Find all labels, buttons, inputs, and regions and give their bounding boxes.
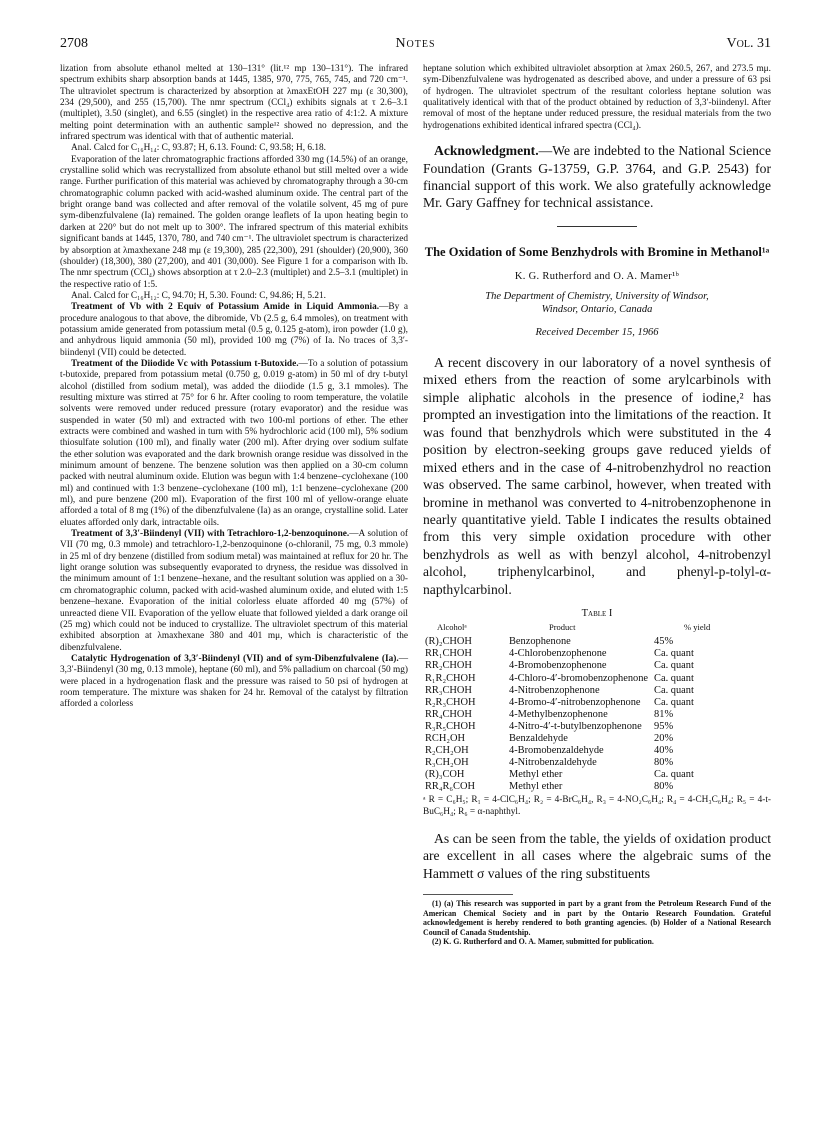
affiliation	[423, 290, 771, 316]
acknowledgment-heading: Acknowledgment.	[434, 143, 539, 159]
alcohol-cell: R₂CH₂OH	[425, 745, 469, 757]
column-header: % yield	[684, 622, 711, 633]
yield-cell: Ca. quant	[654, 696, 694, 708]
footnote: (1) (a) This research was supported in part by a grant from the Petroleum Research Fund of the American Chemical Society and in part by the Ontario Research Foundation. Grateful acknowledgement is hereby rendered to both granting agencies. (b) Holder of a National Research Council of Canada Studentship.	[423, 899, 771, 937]
section-heading: Treatment of the Diiodide Vc with Potassium t-Butoxide.	[71, 358, 299, 369]
yield-cell: 80%	[654, 781, 674, 793]
procedure-section	[60, 302, 408, 359]
table-row	[425, 781, 710, 793]
table-header-row	[425, 622, 710, 636]
results-table	[425, 622, 710, 793]
acknowledgment-body: —We are indebted to the National Science Foundation (Grants G-13759, G.P. 3764, and G.P. 2543) for financial support of this work. We also gratefully acknowledge Mr. Gary Gaffney for technical assistance.	[423, 143, 771, 211]
product-cell: Benzaldehyde	[509, 732, 568, 744]
alcohol-cell: RR₁CHOH	[425, 648, 472, 660]
right-column	[423, 64, 771, 946]
section-heading: Treatment of 3,3′-Biindenyl (VII) with Tetrachloro-1,2-benzoquinone.	[71, 529, 350, 540]
received-date: Received December 15, 1966	[535, 326, 659, 338]
acknowledgment	[423, 142, 771, 212]
footnote: (2) K. G. Rutherford and O. A. Mamer, submitted for publication.	[432, 937, 654, 947]
alcohol-cell: (R)₃COH	[425, 769, 465, 781]
yield-cell: Ca. quant	[654, 684, 694, 696]
table-caption: Table I	[581, 608, 613, 620]
table-row	[425, 721, 710, 733]
alcohol-cell: (R)₂CHOH	[425, 636, 472, 648]
intro-paragraph: A recent discovery in our laboratory of a novel synthesis of mixed ethers from the reaction of some arylcarbinols with simple aliphatic alcohols in the presence of iodine,² has prompted an investigation into the limitations of the reaction. It was found that benzhydrols which were substituted in the 4 position by electron-seeking groups gave reduced yields of mixed ethers and in the case of 4-nitrobenzhydrol no reaction was observed. The same carbinol, however, when treated with bromine in methanol was converted to 4-nitrobenzophenone in nearly quantitative yield. Table I indicates the results obtained from this very simple oxidation procedure with other benzhydrols as well as with benzyl alcohol, 4-nitrobenzyl alcohol, triphenylcarbinol, and phenyl-p-tolyl-α-napthylcarbinol.	[423, 354, 771, 597]
yield-cell: 81%	[654, 708, 674, 720]
product-cell: Methyl ether	[509, 781, 563, 793]
alcohol-cell: R₃R₅CHOH	[425, 720, 476, 732]
table-row	[425, 757, 710, 769]
product-cell: 4-Nitrobenzaldehyde	[509, 757, 597, 769]
left-column	[60, 64, 408, 711]
table-row	[425, 685, 710, 697]
yield-cell: 80%	[654, 757, 674, 769]
footnotes	[423, 899, 771, 946]
yield-cell: Ca. quant	[654, 648, 694, 660]
page-number: 2708	[60, 36, 88, 51]
product-cell: 4-Methylbenzophenone	[509, 708, 608, 720]
yield-cell: 95%	[654, 720, 674, 732]
running-header	[60, 36, 771, 54]
analysis-paragraph: Anal. Calcd for C₁₆H₁₂: C, 94.70; H, 5.30. Found: C, 94.86; H, 5.21.	[71, 290, 326, 301]
alcohol-cell: RR₄CHOH	[425, 708, 472, 720]
section-body: —By a procedure analogous to that above, the dibromide, Vb (2.5 g, 6.4 mmoles), on treatment with potassium amide generated from potassium metal (0.5 g, 0.125 g-atom), iron powder (1.0 g), and anhydrous liquid ammonia (50 ml), provided 100 mg (7%) of Ia. No traces of 3,3′-biindenyl (VII) could be detected.	[60, 302, 408, 358]
alcohol-cell: R₃CH₂OH	[425, 757, 469, 769]
table-row	[425, 733, 710, 745]
product-cell: 4-Bromo-4′-nitrobenzophenone	[509, 696, 641, 708]
alcohol-cell: RR₂CHOH	[425, 660, 472, 672]
volume-label: Vol. 31	[726, 36, 771, 51]
column-header: Product	[549, 622, 576, 633]
product-cell: 4-Bromobenzaldehyde	[509, 745, 604, 757]
product-cell: 4-Nitrobenzophenone	[509, 684, 600, 696]
alcohol-cell: RCH₂OH	[425, 732, 465, 744]
table-footnote: ᵃ R = C₆H₅; R₁ = 4-ClC₆H₄; R₂ = 4-BrC₆H₄, R₃ = 4-NO₂C₆H₄; R₄ = 4-CH₃C₆H₄; R₅ = 4-t-BuC₆H₄; R₆ = α-naphthyl.	[423, 795, 771, 817]
product-cell: Benzophenone	[509, 636, 571, 648]
paragraph: heptane solution which exhibited ultraviolet absorption at λmax 260.5, 267, and 273.5 mμ. sym-Dibenzfulvalene was hydrogenated as described above, and under a pressure of 63 psi of hydrogen. The ultraviolet spectrum of the resultant colorless heptane solution was qualitatively identical with that of the product obtained by reduction of 3,3′-biindenyl. After removal of most of the heptane under reduced pressure, the residual materials from the two hydrogenations exhibited identical infrared spectra (CCl₄).	[423, 64, 771, 131]
table-row	[425, 660, 710, 672]
table-row	[425, 648, 710, 660]
column-header: Alcoholᵃ	[437, 622, 467, 633]
table-row	[425, 709, 710, 721]
section-body: —A solution of VII (70 mg, 0.3 mmole) and tetrachloro-1,2-benzoquinone (o-chloranil, 75 mg, 0.3 mmole) in 25 ml of dry benzene (distilled from sodium metal) was maintained at reflux for 20 hr. The light orange solution was subsequently evaporated to dryness, the residue was dissolved in the minimum amount of 1:1 benzene–hexane, and the resultant solution was applied on a 30-cm chromatographic column, packed with acid-washed aluminum oxide, and eluted with 1:5 benzene–hexane. Evaporation of the initial colorless eluate afforded 40 mg (57%) of unreacted diene VII. Evaporation of the yellow eluate that followed yielded a dark orange oil (25 mg) which could not be induced to crystallize. The ultraviolet spectrum of this material exhibited absorption at λmaxhexane 380 and 401 mμ, which is characteristic of the dibenzfulvalene.	[60, 529, 408, 653]
product-cell: Methyl ether	[509, 769, 563, 781]
affiliation-line: The Department of Chemistry, University of Windsor,	[485, 290, 709, 302]
table-row	[425, 636, 710, 648]
section-body: —3,3′-Biindenyl (30 mg, 0.13 mmole), heptane (60 ml), and 5% palladium on charcoal (50 mg) were placed in a hydrogenation flask and the pressure was raised to 50 psi of hydrogen at room temperature. The mixture was shaken for 24 hr. Removal of the catalyst by filtration afforded a colorless	[60, 653, 408, 710]
product-cell: 4-Nitro-4′-t-butylbenzophenone	[509, 720, 642, 732]
alcohol-cell: RR₄R₆COH	[425, 781, 475, 793]
alcohol-cell: R₂R₃CHOH	[425, 696, 476, 708]
yield-cell: Ca. quant	[654, 769, 694, 781]
paragraph: As can be seen from the table, the yields of oxidation product are excellent in all cases where the algebraic sums of the Hammett σ values of the ring substituents	[423, 831, 771, 881]
affiliation-line: Windsor, Ontario, Canada	[541, 303, 653, 315]
alcohol-cell: RR₃CHOH	[425, 684, 472, 696]
yield-cell: Ca. quant	[654, 660, 694, 672]
analysis-paragraph: Anal. Calcd for C₁₆H₁₄: C, 93.87; H, 6.13. Found: C, 93.58; H, 6.18.	[71, 143, 326, 154]
paragraph: Evaporation of the later chromatographic fractions afforded 330 mg (14.5%) of an orange, crystalline solid which was recrystallized from absolute ethanol but still melted over a wide range. Further purification of this material was achieved by chromatography through a 30-cm chromatographic column packed with acid-washed aluminum oxide. The central part of the bright orange band was collected and after removal of the volatile solvent, 45 mg of pure sym-dibenzfulvalene (Ia) remained. The golden orange leaflets of Ia upon heating begin to darken at 220° but do not melt up to 300°. The infrared spectrum of this material exhibits significant bands at 1445, 1370, 780, and 740 cm⁻¹. The ultraviolet spectrum is characterized by absorption at λmaxhexane 248 mμ (ε 19,300), 285 (22,300), 291 (shoulder) (20,900), 360 (shoulder) (18,300), 380 (27,200), and 401 (30,000). See Figure 1 for a comparison with Ib. The nmr spectrum (CCl₄) shows absorption at τ 2.0–2.3 (multiplet) and 2.5–3.1 (multiplet) in the respective ratio of 1:5.	[60, 154, 408, 290]
yield-cell: Ca. quant	[654, 672, 694, 684]
procedure-section	[60, 359, 408, 529]
yield-cell: 45%	[654, 636, 674, 648]
section-heading: Treatment of Vb with 2 Equiv of Potassium Amide in Liquid Ammonia.	[71, 302, 380, 313]
article-authors: K. G. Rutherford and O. A. Mamer¹ᵇ	[514, 270, 680, 282]
procedure-section	[60, 529, 408, 654]
section-body: —To a solution of potassium t-butoxide, prepared from potassium metal (0.750 g, 0.019 g-atom) in 50 ml of dry t-butyl alcohol (distilled from sodium metal), was added the diiodide (1.5 g, 3.1 mmoles). The resulting mixture was stirred at 75° for 6 hr. After cooling to room temperature, the volatile solvents were removed under reduced pressure (rotary evaporator) and the residue was suspended in water (50 ml) and extracted with two 100-ml portions of ether. The ether extracts were combined and washed in turn with 5% hydrochloric acid (100 ml), 5% sodium thiosulfate solution (100 ml), and finally water (200 ml). After drying over sodium sulfate the ether solution was evaporated and the dark brownish orange residue was dissolved in the minimum amount of benzene. The benzene solution was then applied on a 30-cm column packed with neutral aluminum oxide. Elution was begun with 1:4 benzene–cyclohexane (100 ml) and continued with 1:3 benzene–cyclohexane (100 ml), 1:1 benzene–cyclohexane (200 ml), and pure benzene (200 ml). Evaporation of the first 100 ml of yellow-orange eluate afforded a total of 8 mg (1%) of the dibenzfulvalene (Ia) as an orange, crystalline solid. Later eluates afforded only dark, intractable oils.	[60, 358, 408, 528]
product-cell: 4-Bromobenzophenone	[509, 660, 607, 672]
alcohol-cell: R₁R₂CHOH	[425, 672, 476, 684]
table-row	[425, 697, 710, 709]
section-divider	[557, 226, 637, 227]
table-row	[425, 745, 710, 757]
section-heading: Catalytic Hydrogenation of 3,3′-Biindenyl (VII) and of sym-Dibenzfulvalene (Ia).	[71, 653, 399, 664]
yield-cell: 20%	[654, 732, 674, 744]
yield-cell: 40%	[654, 745, 674, 757]
procedure-section	[60, 654, 408, 711]
article-title: The Oxidation of Some Benzhydrols with Bromine in Methanol¹ᵃ	[424, 244, 770, 259]
table-row	[425, 673, 710, 685]
product-cell: 4-Chloro-4′-bromobenzophenone	[509, 672, 649, 684]
section-name: Notes	[395, 36, 436, 51]
paragraph: lization from absolute ethanol melted at 130–131° (lit.¹² mp 130–131°). The infrared spectrum exhibits sharp absorption bands at 1445, 1385, 970, 775, 765, 745, and 720 cm⁻¹. The ultraviolet spectrum is characterized by absorption at λmaxEtOH 227 mμ (ε 30,300), 234 (29,500), and 255 (15,700). The nmr spectrum (CCl₄) exhibits signals at τ 2.6–3.1 (multiplet), 3.50 (singlet), and 6.55 (singlet) in the respective area ratio of 4:1:2. A mixture melting point determination with an authentic sample¹² showed no depression, and the infrared spectrum was identical with that of authentic material.	[60, 64, 408, 143]
table-row	[425, 769, 710, 781]
product-cell: 4-Chlorobenzophenone	[509, 648, 607, 660]
